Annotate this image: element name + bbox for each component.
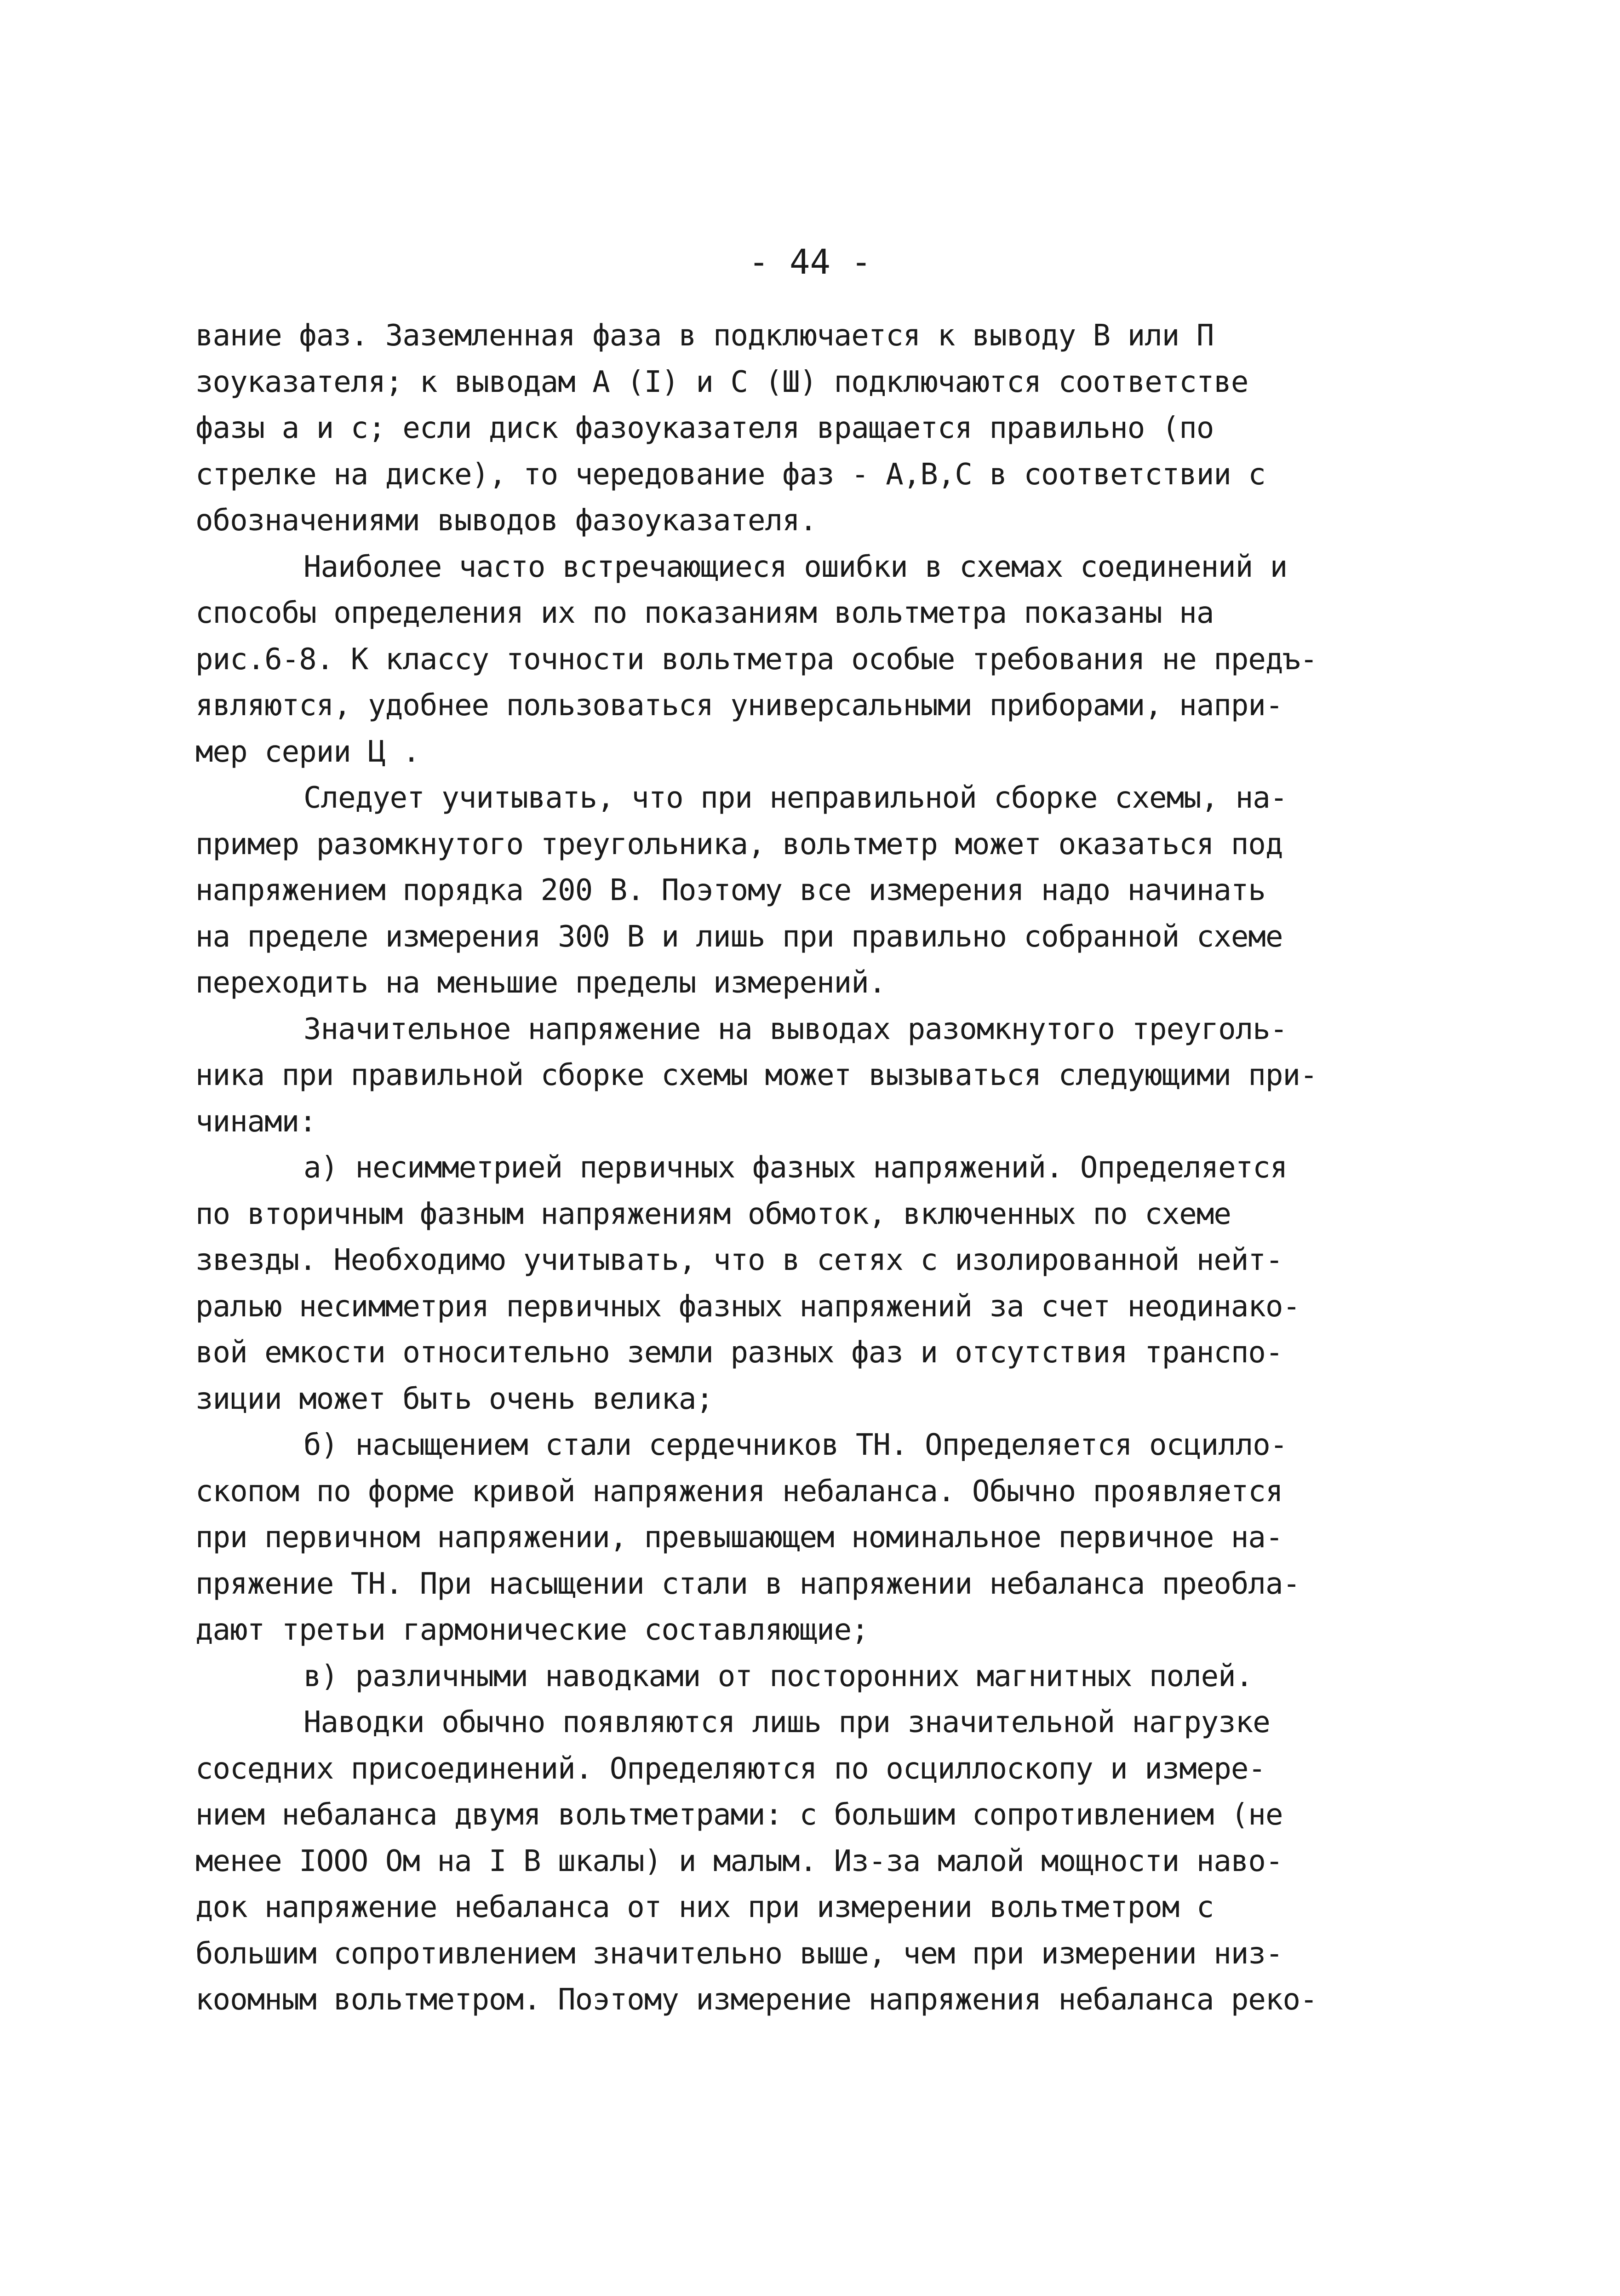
- text-line: мер серии Ц .: [195, 735, 420, 769]
- text-line: вание фаз. Заземленная фаза в подключается к выводу В или П: [195, 319, 1214, 353]
- text-line: пряжение ТН. При насыщении стали в напряжении небаланса преобла-: [195, 1567, 1300, 1601]
- text-line: вой емкости относительно земли разных фаз и отсутствия транспо-: [195, 1336, 1283, 1370]
- text-line: стрелке на диске), то чередование фаз - А,В,С в соответствии с: [195, 457, 1265, 492]
- text-line: переходить на меньшие пределы измерений.: [195, 966, 886, 1000]
- text-line: в) различными наводками от посторонних магнитных полей.: [303, 1659, 1253, 1693]
- text-line: фазы а и с; если диск фазоуказателя вращается правильно (по: [195, 411, 1214, 445]
- body-text: [195, 313, 1437, 2023]
- text-line: зиции может быть очень велика;: [195, 1382, 713, 1416]
- text-line: по вторичным фазным напряжениям обмоток, включенных по схеме: [195, 1197, 1231, 1231]
- text-line: Наводки обычно появляются лишь при значительной нагрузке: [303, 1705, 1270, 1739]
- text-line: нием небаланса двумя вольтметрами: с большим сопротивлением (не: [195, 1798, 1283, 1832]
- text-line: ралью несимметрия первичных фазных напряжений за счет неодинако-: [195, 1289, 1300, 1324]
- text-line: коомным вольтметром. Поэтому измерение напряжения небаланса реко-: [195, 1983, 1317, 2017]
- text-line: обозначениями выводов фазоуказателя.: [195, 504, 817, 538]
- text-line: дают третьи гармонические составляющие;: [195, 1613, 869, 1647]
- text-line: скопом по форме кривой напряжения небаланса. Обычно проявляется: [195, 1474, 1283, 1509]
- text-line: б) насыщением стали сердечников ТН. Определяется осцилло-: [303, 1428, 1288, 1462]
- text-line: а) несимметрией первичных фазных напряжений. Определяется: [303, 1151, 1288, 1185]
- text-line: рис.6-8. К классу точности вольтметра особые требования не предъ-: [195, 642, 1317, 677]
- text-line: ника при правильной сборке схемы может вызываться следующими при-: [195, 1058, 1317, 1092]
- text-line: звезды. Необходимо учитывать, что в сетях с изолированной нейт-: [195, 1243, 1283, 1277]
- text-line: большим сопротивлением значительно выше, чем при измерении низ-: [195, 1936, 1283, 1971]
- text-line: при первичном напряжении, превышающем номинальное первичное на-: [195, 1521, 1283, 1555]
- text-line: Следует учитывать, что при неправильной сборке схемы, на-: [303, 781, 1288, 815]
- text-line: Наиболее часто встречающиеся ошибки в схемах соединений и: [303, 550, 1288, 584]
- text-line: Значительное напряжение на выводах разомкнутого треуголь-: [303, 1012, 1288, 1046]
- text-line: менее IOOO Ом на I В шкалы) и малым. Из-за малой мощности наво-: [195, 1844, 1283, 1878]
- text-line: напряжением порядка 200 В. Поэтому все измерения надо начинать: [195, 873, 1265, 907]
- text-line: пример разомкнутого треугольника, вольтметр может оказаться под: [195, 827, 1283, 861]
- text-line: способы определения их по показаниям вольтметра показаны на: [195, 596, 1214, 630]
- text-line: зоуказателя; к выводам А (I) и С (Ш) подключаются соответстве: [195, 365, 1248, 399]
- text-line: чинами:: [195, 1104, 316, 1139]
- text-line: соседних присоединений. Определяются по осциллоскопу и измере-: [195, 1751, 1265, 1786]
- text-line: на пределе измерения 300 В и лишь при правильно собранной схеме: [195, 919, 1283, 954]
- text-line: док напряжение небаланса от них при измерении вольтметром с: [195, 1890, 1214, 1924]
- page-number: - 44 -: [748, 242, 872, 282]
- text-line: являются, удобнее пользоваться универсальными приборами, напри-: [195, 689, 1283, 723]
